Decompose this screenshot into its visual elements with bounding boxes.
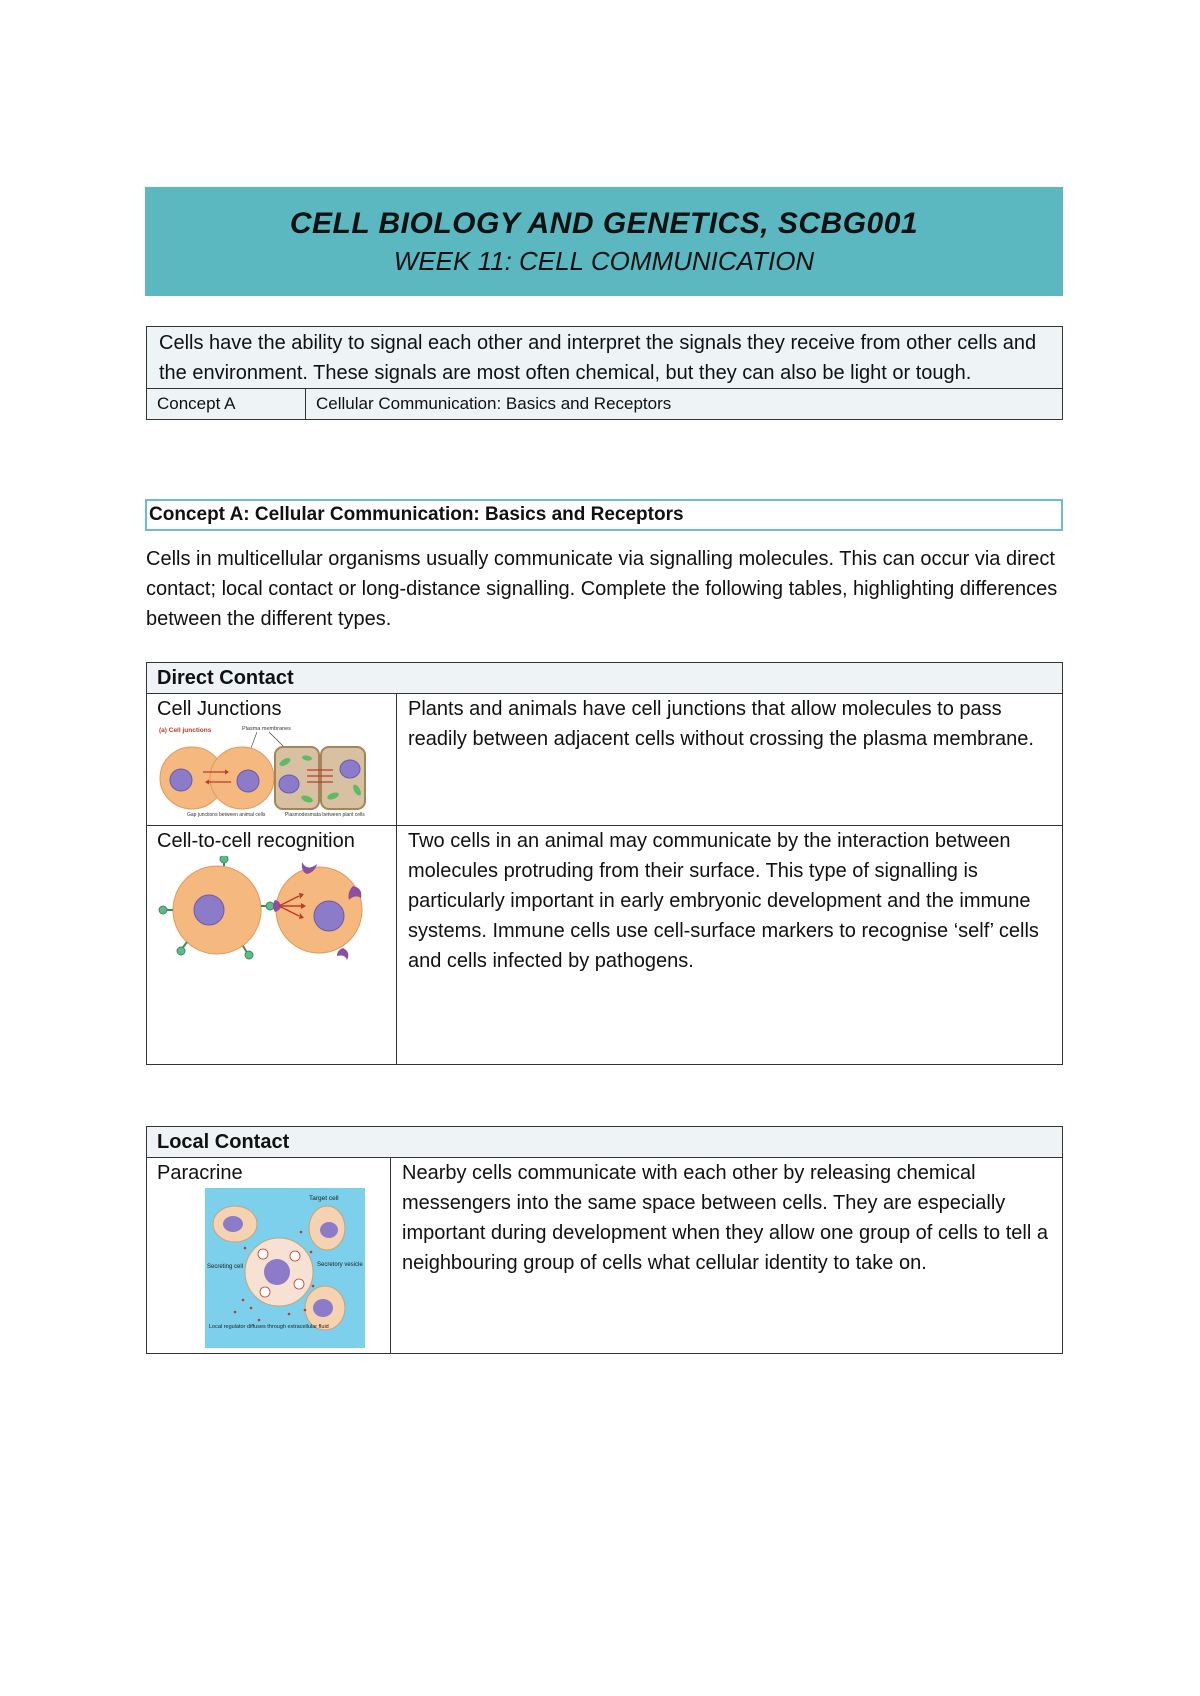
plasma-membranes-label: Plasma membranes bbox=[242, 726, 291, 732]
cell-junctions-cell bbox=[147, 694, 397, 826]
title-banner bbox=[145, 187, 1063, 296]
local-contact-table bbox=[146, 1126, 1063, 1354]
concept-paragraph: Cells in multicellular organisms usually communicate via signalling molecules. This can occur via direct contact; local contact or long-distance signalling. Complete the following tables, highlighting differences between the different types. bbox=[146, 548, 1058, 630]
course-title: CELL BIOLOGY AND GENETICS, SCBG001 bbox=[289, 207, 919, 240]
gap-junctions-label: Gap junctions between animal cells bbox=[187, 812, 266, 818]
paracrine-label: Paracrine bbox=[157, 1162, 243, 1184]
cell-recognition-cell bbox=[147, 826, 397, 1065]
paracrine-description: Nearby cells communicate with each other by releasing chemical messengers into the same space between cells. They are especially important during development when they allow one group of cells to tell a neighbouring group of cells what cellular identity to take on. bbox=[391, 1158, 1063, 1354]
week-title: WEEK 11: CELL COMMUNICATION bbox=[393, 246, 815, 276]
concept-title: Cellular Communication: Basics and Receptors bbox=[306, 389, 1063, 420]
cell-recognition-figure bbox=[157, 856, 379, 962]
local-contact-heading: Local Contact bbox=[147, 1127, 1063, 1158]
local-regulator-label: Local regulator diffuses through extracellular fluid bbox=[209, 1324, 329, 1330]
paracrine-figure bbox=[205, 1188, 365, 1348]
paracrine-cell bbox=[147, 1158, 391, 1354]
figure-title: (a) Cell junctions bbox=[159, 727, 212, 734]
cell-recognition-label: Cell-to-cell recognition bbox=[157, 830, 355, 852]
concept-label: Concept A bbox=[147, 389, 306, 420]
cell-junctions-description: Plants and animals have cell junctions that allow molecules to pass readily between adjacent cells without crossing the plasma membrane. bbox=[397, 694, 1063, 826]
direct-contact-table bbox=[146, 662, 1063, 1065]
target-cell-label: Target cell bbox=[309, 1195, 339, 1202]
concept-heading: Concept A: Cellular Communication: Basics and Receptors bbox=[145, 499, 1063, 531]
cell-junctions-figure bbox=[157, 724, 367, 820]
intro-table bbox=[146, 326, 1063, 420]
direct-contact-heading: Direct Contact bbox=[147, 663, 1063, 694]
secretory-vesicle-label: Secretory vesicle bbox=[317, 1262, 363, 1268]
plasmodesmata-label: Plasmodesmata between plant cells bbox=[285, 812, 365, 818]
secreting-cell-label: Secreting cell bbox=[207, 1264, 244, 1270]
cell-junctions-label: Cell Junctions bbox=[157, 698, 282, 720]
intro-text: Cells have the ability to signal each other and interpret the signals they receive from other cells and the environment. These signals are most often chemical, but they can also be light or tough. bbox=[147, 327, 1063, 389]
cell-recognition-description: Two cells in an animal may communicate by the interaction between molecules protruding from their surface. This type of signalling is particularly important in early embryonic development and the immune systems. Immune cells use cell-surface markers to recognise ‘self’ cells and cells infected by pathogens. bbox=[397, 826, 1063, 1065]
